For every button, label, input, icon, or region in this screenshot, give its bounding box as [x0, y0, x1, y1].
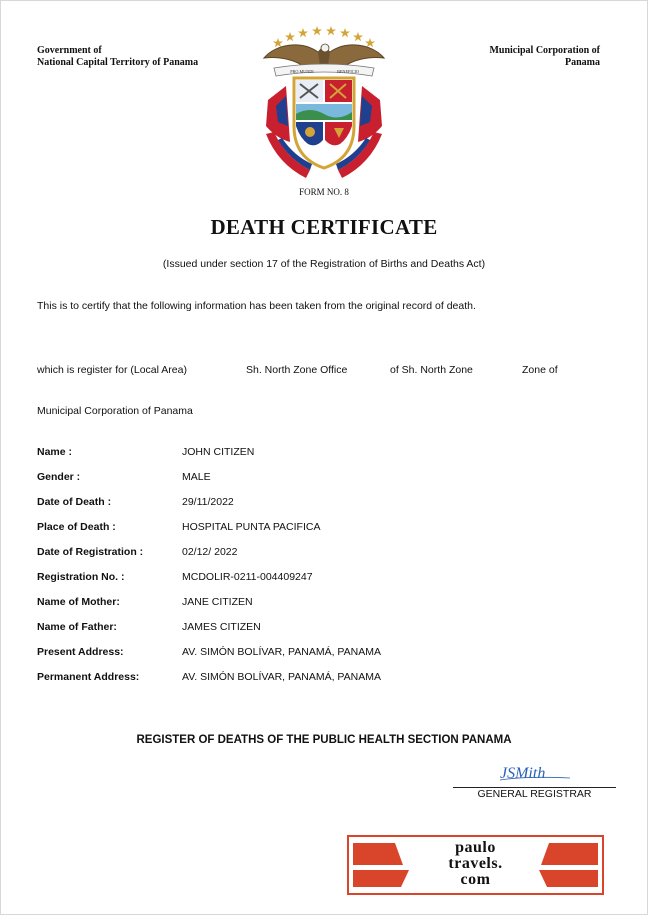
detail-value: 02/12/ 2022 — [182, 546, 238, 558]
detail-value: AV. SIMÓN BOLÍVAR, PANAMÁ, PANAMA — [182, 671, 381, 683]
municipal-corporation-line: Municipal Corporation of Panama — [37, 405, 193, 417]
logo-line-3: com — [460, 871, 491, 888]
watermark-logo — [347, 835, 604, 895]
government-line-1: Government of — [37, 45, 102, 56]
details-table — [37, 446, 381, 696]
register-heading: REGISTER OF DEATHS OF THE PUBLIC HEALTH SECTION PANAMA — [136, 734, 512, 746]
detail-label: Name of Mother: — [37, 596, 120, 608]
detail-row-date-of-registration — [37, 546, 381, 571]
logo-line-1: paulo — [455, 839, 496, 856]
detail-label: Name of Father: — [37, 621, 117, 633]
detail-value: MALE — [182, 471, 211, 483]
page-title: DEATH CERTIFICATE — [210, 215, 438, 239]
detail-row-place-of-death — [37, 521, 381, 546]
detail-label: Name : — [37, 446, 73, 458]
detail-value: JAMES CITIZEN — [182, 621, 261, 633]
detail-label: Permanent Address: — [37, 671, 140, 683]
registrar-label: GENERAL REGISTRAR — [477, 788, 592, 800]
detail-row-present-address — [37, 646, 381, 671]
signature-icon — [496, 760, 576, 784]
detail-label: Date of Registration : — [37, 546, 144, 558]
detail-row-registration-no — [37, 571, 381, 596]
certify-statement: This is to certify that the following information has been taken from the original record of death. — [37, 300, 476, 312]
detail-row-name — [37, 446, 381, 471]
detail-value: JANE CITIZEN — [182, 596, 253, 608]
register-line-zone: of Sh. North Zone — [390, 364, 473, 376]
municipal-line-2: Panama — [565, 57, 600, 68]
detail-label: Place of Death : — [37, 521, 116, 533]
register-line-local-area: which is register for (Local Area) — [37, 364, 187, 376]
motto-banner-icon — [274, 64, 374, 76]
detail-row-permanent-address — [37, 671, 381, 696]
detail-label: Registration No. : — [37, 571, 125, 583]
detail-value: HOSPITAL PUNTA PACIFICA — [182, 521, 321, 533]
detail-row-mother — [37, 596, 381, 621]
coat-of-arms-icon — [256, 22, 392, 178]
detail-row-date-of-death — [37, 496, 381, 521]
municipal-line-1: Municipal Corporation of — [489, 45, 600, 56]
detail-label: Present Address: — [37, 646, 124, 658]
motto-right: BENEFICIO — [337, 69, 359, 74]
detail-value: 29/11/2022 — [182, 496, 234, 508]
detail-row-gender — [37, 471, 381, 496]
logo-text — [349, 840, 602, 888]
detail-value: MCDOLIR-0211-004409247 — [182, 571, 313, 583]
government-header — [37, 45, 198, 69]
government-line-2: National Capital Territory of Panama — [37, 57, 199, 68]
motto-left: PRO MUNDI — [290, 69, 314, 74]
signature-text: JSMith — [500, 765, 546, 782]
detail-value: AV. SIMÓN BOLÍVAR, PANAMÁ, PANAMA — [182, 646, 381, 658]
detail-row-father — [37, 621, 381, 646]
shield-icon — [294, 78, 354, 168]
register-line-office: Sh. North Zone Office — [246, 364, 348, 376]
form-number: FORM NO. 8 — [299, 187, 349, 197]
detail-value: JOHN CITIZEN — [182, 446, 255, 458]
detail-label: Gender : — [37, 471, 81, 483]
subtitle: (Issued under section 17 of the Registration of Births and Deaths Act) — [162, 258, 486, 270]
detail-label: Date of Death : — [37, 496, 112, 508]
municipal-header — [489, 45, 600, 69]
logo-line-2: travels. — [448, 855, 503, 872]
register-line-zone-of: Zone of — [522, 364, 558, 376]
